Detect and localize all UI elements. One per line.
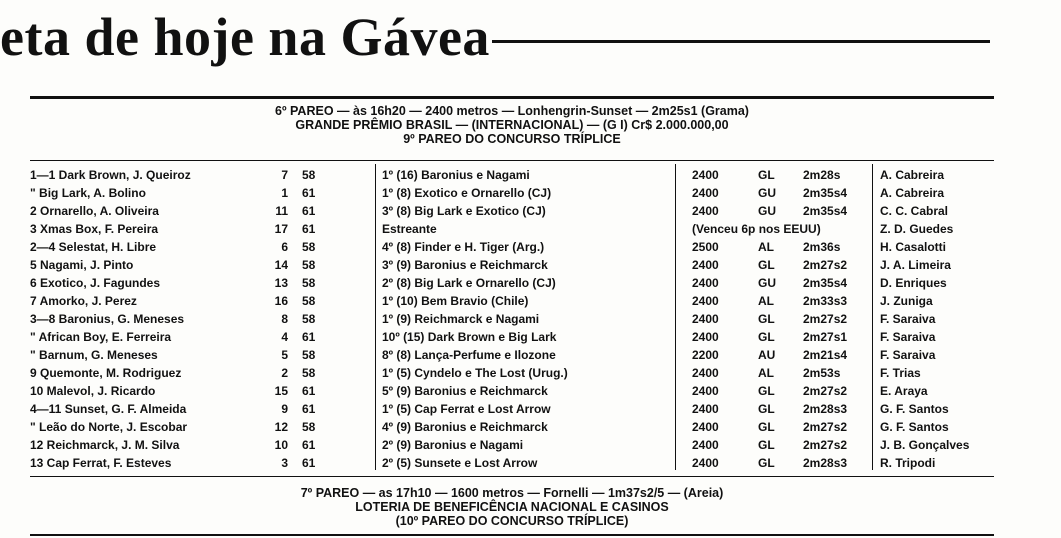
last-race-cell: 1º (5) Cyndelo e The Lost (Urug.) xyxy=(382,366,568,380)
table-row xyxy=(30,256,994,275)
headline-rule xyxy=(492,40,990,43)
program-number-cell: 9 xyxy=(281,402,288,416)
weight-cell: 58 xyxy=(302,312,316,326)
entry-cell: " Leão do Norte, J. Escobar xyxy=(30,420,188,434)
time-cell: 2m35s4 xyxy=(803,186,848,200)
program-number-cell: 15 xyxy=(274,384,288,398)
jockey-cell: F. Saraiva xyxy=(880,330,936,344)
time-cell: 2m27s1 xyxy=(803,330,848,344)
distance-cell: 2400 xyxy=(692,312,719,326)
program-number-cell: 4 xyxy=(281,330,288,344)
last-race-cell: 2º (9) Baronius e Nagami xyxy=(382,438,524,452)
entry-cell: 3—8 Baronius, G. Meneses xyxy=(30,312,185,326)
program-number-cell: 16 xyxy=(274,294,288,308)
race6-line1: 6º PAREO — às 16h20 — 2400 metros — Lonhengrin-Sunset — 2m25s1 (Grama) xyxy=(275,104,749,118)
entry-cell: " Barnum, G. Meneses xyxy=(30,348,158,362)
weight-cell: 58 xyxy=(302,294,316,308)
last-race-cell: 3º (9) Baronius e Reichmarck xyxy=(382,258,548,272)
entry-cell: 5 Nagami, J. Pinto xyxy=(30,258,134,272)
entry-cell: " African Boy, E. Ferreira xyxy=(30,330,172,344)
track-cell: GU xyxy=(758,186,776,200)
distance-cell: 2400 xyxy=(692,438,719,452)
entry-cell: 3 Xmas Box, F. Pereira xyxy=(30,222,159,236)
race6-line3: 9º PAREO DO CONCURSO TRÍPLICE xyxy=(403,132,621,146)
time-cell: 2m28s3 xyxy=(803,402,848,416)
distance-cell: 2400 xyxy=(692,294,719,308)
track-cell: GL xyxy=(758,402,775,416)
table-row xyxy=(30,166,994,185)
jockey-cell: F. Saraiva xyxy=(880,312,936,326)
distance-cell: 2400 xyxy=(692,276,719,290)
table-row xyxy=(30,346,994,365)
time-cell: 2m27s2 xyxy=(803,384,848,398)
distance-cell: 2400 xyxy=(692,402,719,416)
table-row xyxy=(30,202,994,221)
last-race-cell: 1º (5) Cap Ferrat e Lost Arrow xyxy=(382,402,551,416)
distance-cell: 2200 xyxy=(692,348,719,362)
program-number-cell: 10 xyxy=(274,438,288,452)
weight-cell: 61 xyxy=(302,186,316,200)
distance-cell: 2400 xyxy=(692,204,719,218)
race7-line1: 7º PAREO — as 17h10 — 1600 metros — Fornelli — 1m37s2/5 — (Areia) xyxy=(300,486,724,500)
program-number-cell: 14 xyxy=(274,258,288,272)
track-cell: GL xyxy=(758,384,775,398)
last-race-cell: 8º (8) Lança-Perfume e Ilozone xyxy=(382,348,556,362)
jockey-cell: F. Trias xyxy=(880,366,921,380)
table-row xyxy=(30,436,994,455)
race6-line2: GRANDE PRÊMIO BRASIL — (INTERNACIONAL) — (G I) Cr$ 2.000.000,00 xyxy=(295,118,729,132)
table-row xyxy=(30,184,994,203)
jockey-cell: J. B. Gonçalves xyxy=(880,438,970,452)
jockey-cell: R. Tripodi xyxy=(880,456,936,470)
last-race-cell: 1º (9) Reichmarck e Nagami xyxy=(382,312,540,326)
track-cell: GL xyxy=(758,438,775,452)
race7-header xyxy=(30,486,994,528)
program-number-cell: 8 xyxy=(281,312,288,326)
time-cell: 2m28s xyxy=(803,168,841,182)
distance-cell: 2400 xyxy=(692,258,719,272)
program-number-cell: 6 xyxy=(281,240,288,254)
time-cell: 2m53s xyxy=(803,366,841,380)
distance-cell: 2400 xyxy=(692,420,719,434)
weight-cell: 61 xyxy=(302,402,316,416)
last-race-cell: 1º (16) Baronius e Nagami xyxy=(382,168,530,182)
entry-cell: 2 Ornarello, A. Oliveira xyxy=(30,204,159,218)
bottom-rule xyxy=(30,534,994,536)
weight-cell: 58 xyxy=(302,258,316,272)
time-cell: 2m36s xyxy=(803,240,841,254)
program-number-cell: 13 xyxy=(274,276,288,290)
entry-cell: 13 Cap Ferrat, F. Esteves xyxy=(30,456,172,470)
distance-cell: 2500 xyxy=(692,240,719,254)
time-cell: 2m27s2 xyxy=(803,438,848,452)
last-race-cell: 5º (9) Baronius e Reichmarck xyxy=(382,384,548,398)
weight-cell: 61 xyxy=(302,456,316,470)
track-cell: GL xyxy=(758,456,775,470)
track-cell: GL xyxy=(758,168,775,182)
race7-line2: LOTERIA DE BENEFICÊNCIA NACIONAL E CASINOS xyxy=(355,500,669,514)
program-number-cell: 11 xyxy=(275,204,288,218)
weight-cell: 61 xyxy=(302,438,316,452)
track-cell: AU xyxy=(758,348,776,362)
last-race-cell: 1º (10) Bem Bravio (Chile) xyxy=(382,294,529,308)
table-row xyxy=(30,220,994,239)
distance-cell: 2400 xyxy=(692,366,719,380)
time-cell: 2m27s2 xyxy=(803,312,848,326)
table-row xyxy=(30,418,994,437)
program-number-cell: 1 xyxy=(281,186,288,200)
jockey-cell: G. F. Santos xyxy=(880,420,949,434)
weight-cell: 61 xyxy=(302,204,316,218)
jockey-cell: E. Araya xyxy=(880,384,928,398)
table-row xyxy=(30,328,994,347)
jockey-cell: H. Casalotti xyxy=(880,240,947,254)
table-row xyxy=(30,310,994,329)
jockey-cell: C. C. Cabral xyxy=(880,204,949,218)
weight-cell: 58 xyxy=(302,168,316,182)
program-number-cell: 12 xyxy=(274,420,288,434)
weight-cell: 61 xyxy=(302,222,316,236)
program-number-cell: 17 xyxy=(274,222,288,236)
last-race-cell: 2º (5) Sunsete e Lost Arrow xyxy=(382,456,538,470)
table-row xyxy=(30,382,994,401)
entry-cell: 2—4 Selestat, H. Libre xyxy=(30,240,157,254)
weight-cell: 61 xyxy=(302,330,316,344)
distance-cell: 2400 xyxy=(692,168,719,182)
time-cell: 2m27s2 xyxy=(803,258,848,272)
table-row xyxy=(30,400,994,419)
distance-cell: 2400 xyxy=(692,456,719,470)
weight-cell: 58 xyxy=(302,348,316,362)
entry-cell: " Big Lark, A. Bolino xyxy=(30,186,146,200)
time-cell: 2m33s3 xyxy=(803,294,848,308)
track-cell: AL xyxy=(758,366,774,380)
last-race-cell: 4º (9) Baronius e Reichmarck xyxy=(382,420,548,434)
last-race-cell: 10º (15) Dark Brown e Big Lark xyxy=(382,330,557,344)
entry-cell: 9 Quemonte, M. Rodriguez xyxy=(30,366,182,380)
last-race-cell: 3º (8) Big Lark e Exotico (CJ) xyxy=(382,204,546,218)
entry-cell: 4—11 Sunset, G. F. Almeida xyxy=(30,402,187,416)
program-number-cell: 2 xyxy=(281,366,288,380)
distance-cell: 2400 xyxy=(692,384,719,398)
table-row xyxy=(30,292,994,311)
track-cell: GL xyxy=(758,330,775,344)
jockey-cell: D. Enriques xyxy=(880,276,947,290)
time-cell: 2m35s4 xyxy=(803,204,848,218)
jockey-cell: F. Saraiva xyxy=(880,348,936,362)
entry-cell: 12 Reichmarck, J. M. Silva xyxy=(30,438,180,452)
last-race-cell: 1º (8) Exotico e Ornarello (CJ) xyxy=(382,186,552,200)
jockey-cell: J. Zuniga xyxy=(880,294,933,308)
track-cell: AL xyxy=(758,240,774,254)
jockey-cell: J. A. Limeira xyxy=(880,258,951,272)
track-cell: GL xyxy=(758,312,775,326)
jockey-cell: G. F. Santos xyxy=(880,402,949,416)
jockey-cell: A. Cabreira xyxy=(880,168,945,182)
weight-cell: 58 xyxy=(302,240,316,254)
track-cell: GU xyxy=(758,276,776,290)
program-number-cell: 7 xyxy=(281,168,288,182)
table-row xyxy=(30,274,994,293)
table-row xyxy=(30,364,994,383)
race7-line3: (10º PAREO DO CONCURSO TRÍPLICE) xyxy=(395,514,629,528)
distance-cell: 2400 xyxy=(692,186,719,200)
table-row xyxy=(30,238,994,257)
time-cell: 2m28s3 xyxy=(803,456,848,470)
time-cell: 2m35s4 xyxy=(803,276,848,290)
track-cell: AL xyxy=(758,294,774,308)
time-cell: 2m27s2 xyxy=(803,420,848,434)
distance-cell: 2400 xyxy=(692,330,719,344)
weight-cell: 61 xyxy=(302,384,316,398)
headline: eta de hoje na Gávea xyxy=(0,7,490,67)
track-cell: GL xyxy=(758,420,775,434)
distance-cell: (Venceu 6p nos EEUU) xyxy=(692,222,821,236)
program-number-cell: 5 xyxy=(281,348,288,362)
header-rule xyxy=(30,160,994,161)
time-cell: 2m21s4 xyxy=(803,348,848,362)
track-cell: GU xyxy=(758,204,776,218)
entry-cell: 7 Amorko, J. Perez xyxy=(30,294,137,308)
weight-cell: 58 xyxy=(302,420,316,434)
entry-cell: 10 Malevol, J. Ricardo xyxy=(30,384,156,398)
last-race-cell: 2º (8) Big Lark e Ornarello (CJ) xyxy=(382,276,556,290)
last-race-cell: 4º (8) Finder e H. Tiger (Arg.) xyxy=(382,240,545,254)
race6-header xyxy=(30,104,994,146)
entry-cell: 1—1 Dark Brown, J. Queiroz xyxy=(30,168,191,182)
top-thick-rule xyxy=(30,96,994,99)
entry-cell: 6 Exotico, J. Fagundes xyxy=(30,276,161,290)
last-race-cell: Estreante xyxy=(382,222,437,236)
weight-cell: 58 xyxy=(302,276,316,290)
jockey-cell: Z. D. Guedes xyxy=(880,222,954,236)
jockey-cell: A. Cabreira xyxy=(880,186,945,200)
program-number-cell: 3 xyxy=(281,456,288,470)
table-row xyxy=(30,454,994,473)
table-bottom-rule xyxy=(30,476,994,477)
track-cell: GL xyxy=(758,258,775,272)
weight-cell: 58 xyxy=(302,366,316,380)
